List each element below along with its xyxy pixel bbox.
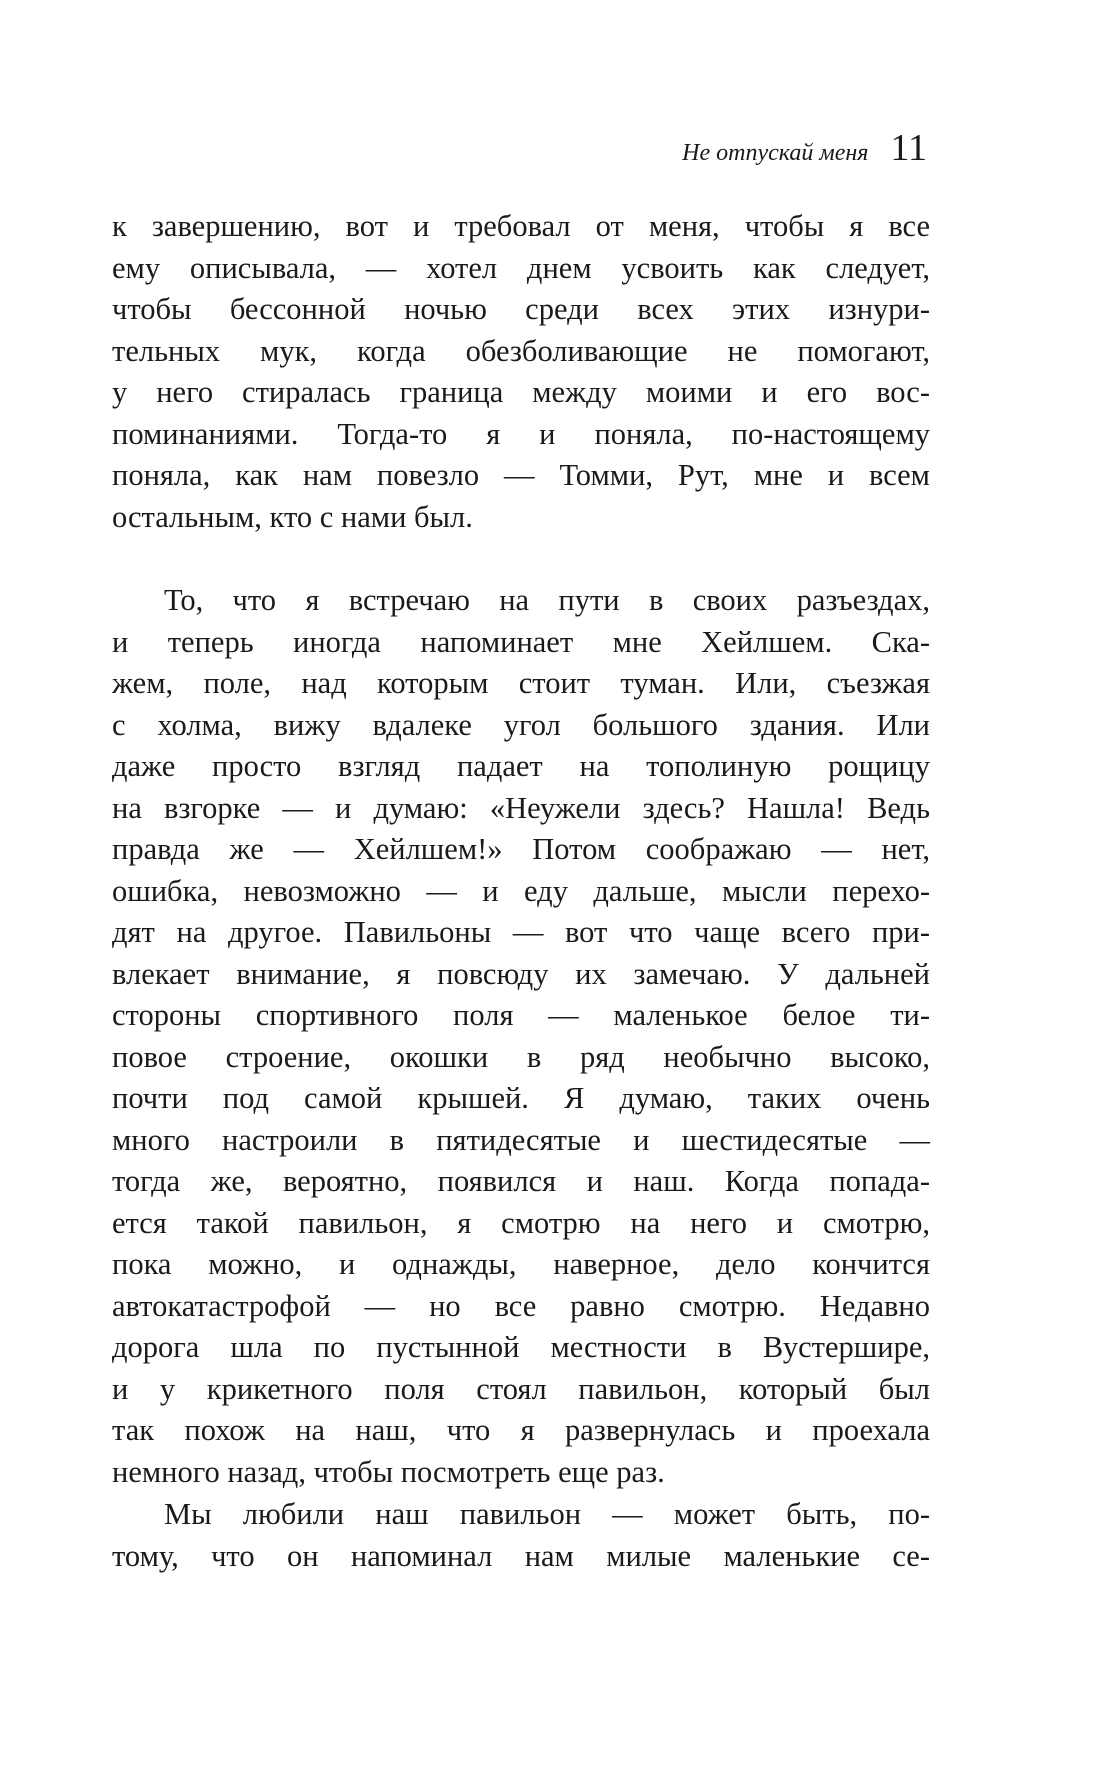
text-line: автокатастрофой — но все равно смотрю. Недавно [112,1288,930,1323]
text-line: тогда же, вероятно, появился и наш. Когда попада- [112,1164,930,1198]
text-line: ему описывала, — хотел днем усвоить как следует, [112,250,930,285]
text-line: дорога шла по пустынной местности в Вустершире, [112,1330,930,1364]
text-line: немного назад, чтобы посмотреть еще раз. [112,1454,665,1489]
text-line: влекает внимание, я повсюду их замечаю. У дальней [112,956,930,991]
text-line: даже просто взгляд падает на тополиную рощицу [112,749,930,783]
paragraph-3 [112,1494,930,1577]
text-line: пока можно, и однажды, наверное, дело кончится [112,1247,930,1281]
text-line: ется такой павильон, я смотрю на него и смотрю, [112,1205,930,1240]
text-line: много настроили в пятидесятые и шестидесятые — [112,1122,930,1157]
text-line: ошибка, невозможно — и еду дальше, мысли перехо- [112,873,930,908]
text-line: так похож на наш, что я развернулась и проехала [112,1413,930,1447]
text-line: дят на другое. Павильоны — вот что чаще всего при- [112,915,930,949]
text-line: и теперь иногда напоминает мне Хейлшем. Ска- [112,624,930,659]
text-line: повое строение, окошки в ряд необычно высоко, [112,1039,930,1074]
text-line: тому, что он напоминал нам милые маленькие се- [112,1538,930,1573]
text-line: То, что я встречаю на пути в своих разъездах, [164,583,930,617]
text-line: стороны спортивного поля — маленькое белое ти- [112,998,930,1032]
text-line: поняла, как нам повезло — Томми, Рут, мне и всем [112,458,930,492]
text-line: жем, поле, над которым стоит туман. Или, съезжая [112,666,930,700]
text-line: почти под самой крышей. Я думаю, таких очень [112,1081,930,1115]
text-line: тельных мук, когда обезболивающие не помогают, [112,333,930,368]
text-line: у него стиралась граница между моими и его вос- [112,375,930,409]
page-number: 11 [890,127,927,169]
text-line: к завершению, вот и требовал от меня, чтобы я все [112,209,930,243]
paragraph-1 [112,206,930,538]
paragraph-2 [112,580,930,1493]
running-head [682,126,927,170]
text-line: и у крикетного поля стоял павильон, который был [112,1371,930,1406]
text-line: Мы любили наш павильон — может быть, по- [164,1497,930,1531]
running-title: Не отпускай меня [682,140,869,166]
text-line: правда же — Хейлшем!» Потом соображаю — нет, [112,832,930,866]
text-line: с холма, вижу вдалеке угол большого здания. Или [112,707,930,742]
text-line: на взгорке — и думаю: «Неужели здесь? Нашла! Ведь [112,790,930,825]
text-line: остальным, кто с нами был. [112,499,473,534]
text-line: поминаниями. Тогда-то я и поняла, по-настоящему [112,416,930,451]
text-line: чтобы бессонной ночью среди всех этих изнури- [112,292,930,326]
